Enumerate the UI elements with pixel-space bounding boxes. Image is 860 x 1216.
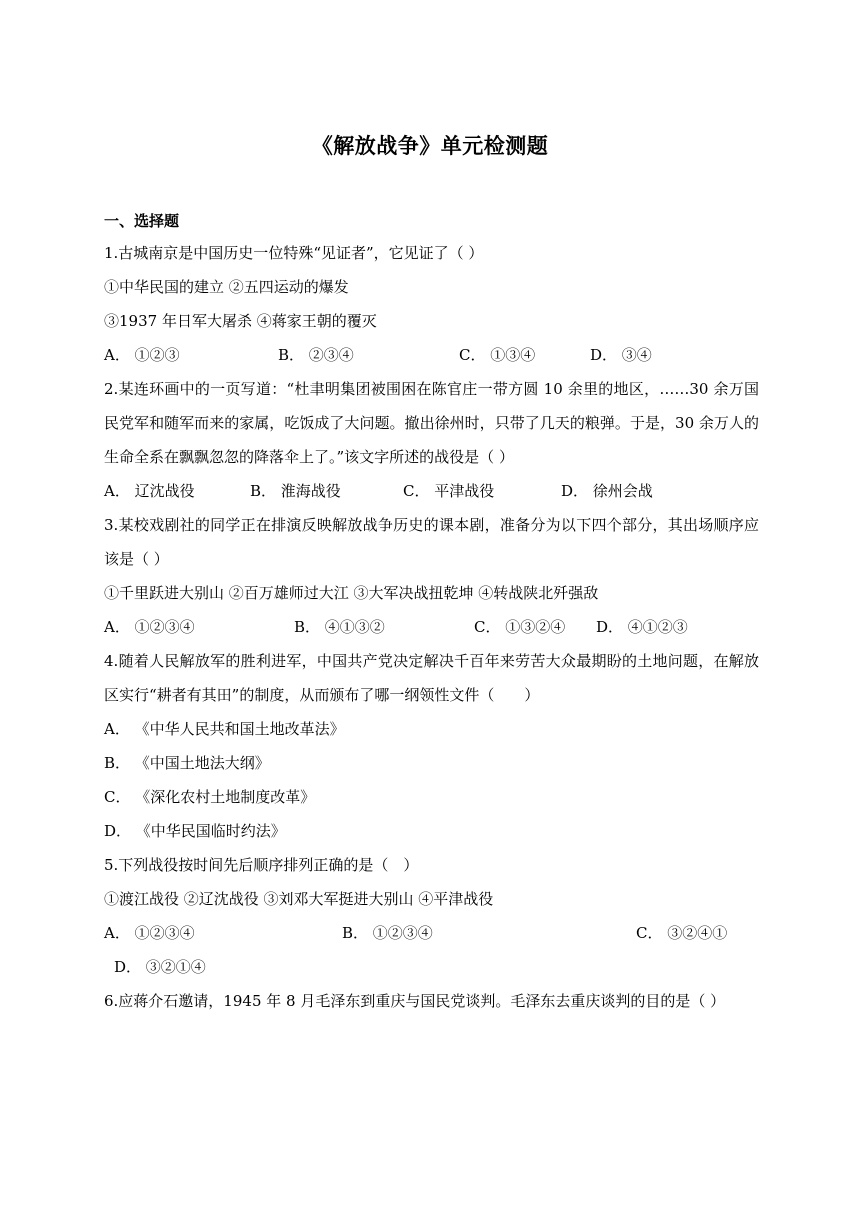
option-b: B． 《中国土地法大纲》 [104, 754, 270, 772]
option-d: D． ③②①④ [114, 958, 206, 976]
option-row [104, 610, 759, 644]
option-a: A． 辽沈战役 [104, 482, 195, 500]
question-list [104, 236, 759, 1018]
question-items: ①千里跃进大别山 ②百万雄师过大江 ③大军决战扭乾坤 ④转战陕北歼强敌 [104, 584, 599, 602]
page-title: 《解放战争》单元检测题 [311, 134, 549, 158]
option-row [104, 474, 759, 508]
question-stem: 3.某校戏剧社的同学正在排演反映解放战争历史的课本剧，准备分为以下四个部分，其出场顺序应该是（ ） [104, 516, 759, 568]
section-heading: 一、选择题 [104, 212, 180, 230]
option-b: B． ④①③② [294, 618, 385, 636]
question-stem: 2.某连环画中的一页写道：“杜聿明集团被围困在陈官庄一带方圆 10 余里的地区，……30 余万国民党军和随军而来的家属，吃饭成了大问题。撤出徐州时，只带了几天的粮弹。于是，30 余万人的生命全系在飘飘忽忽的降落伞上了。”该文字所述的战役是（ ） [104, 380, 759, 466]
option-row [104, 916, 759, 950]
option-c: C． 平津战役 [403, 482, 495, 500]
option-d: D． ③④ [590, 346, 652, 364]
question-items: ①中华民国的建立 ②五四运动的爆发 [104, 278, 349, 296]
option-b: B． 淮海战役 [250, 482, 341, 500]
question-stem: 5.下列战役按时间先后顺序排列正确的是（ ） [104, 856, 419, 874]
question-items: ③1937 年日军大屠杀 ④蒋家王朝的覆灭 [104, 312, 377, 330]
question-items: ①渡江战役 ②辽沈战役 ③刘邓大军挺进大别山 ④平津战役 [104, 890, 494, 908]
option-c: C． ①③②④ [474, 618, 566, 636]
option-b: B． ②③④ [278, 346, 354, 364]
option-row [104, 338, 759, 372]
option-b: B． ①②③④ [342, 924, 433, 942]
option-d: D． ④①②③ [596, 618, 688, 636]
option-d: D． 《中华民国临时约法》 [104, 822, 286, 840]
option-d: D． 徐州会战 [561, 482, 653, 500]
option-a: A． ①②③④ [104, 924, 195, 942]
option-c: C． ①③④ [459, 346, 536, 364]
option-c: C． 《深化农村土地制度改革》 [104, 788, 316, 806]
question-stem: 6.应蒋介石邀请，1945 年 8 月毛泽东到重庆与国民党谈判。毛泽东去重庆谈判的目的是（ ） [104, 992, 726, 1010]
option-a: A． ①②③④ [104, 618, 195, 636]
question-stem: 4.随着人民解放军的胜利进军，中国共产党决定解决千百年来劳苦大众最期盼的土地问题，在解放区实行“耕者有其田”的制度，从而颁布了哪一纲领性文件（ ） [104, 652, 759, 704]
option-c: C． ③②④① [636, 924, 728, 942]
option-a: A． ①②③ [104, 346, 180, 364]
question-stem: 1.古城南京是中国历史一位特殊“见证者”，它见证了（ ） [104, 244, 484, 262]
option-a: A． 《中华人民共和国土地改革法》 [104, 720, 345, 738]
